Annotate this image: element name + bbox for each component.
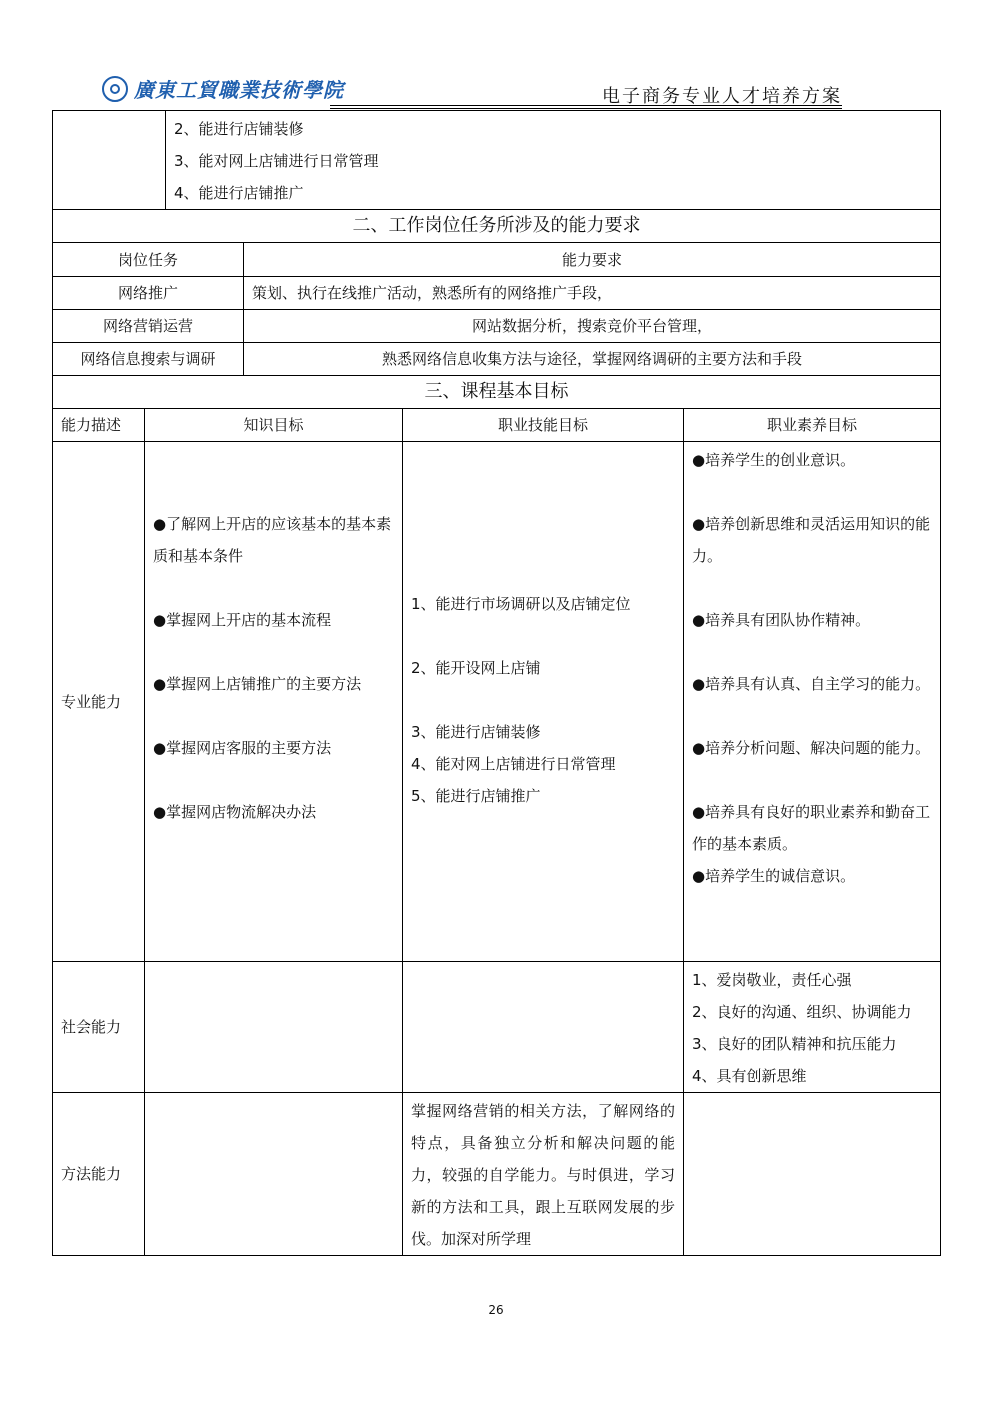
page-number: 26: [488, 1303, 504, 1317]
quality-item: 3、良好的团队精神和抗压能力: [692, 1035, 897, 1053]
continuation-row: [53, 111, 941, 210]
continuation-list-cell: [166, 111, 941, 210]
quality-item: ●培养具有认真、自主学习的能力。: [692, 675, 931, 693]
ability-label: 方法能力: [53, 1093, 145, 1256]
list-item: 3、能对网上店铺进行日常管理: [174, 152, 379, 170]
quality-item: ●培养具有团队协作精神。: [692, 611, 871, 629]
section3-header-row: [53, 409, 941, 442]
list-item: 2、能进行店铺装修: [174, 120, 304, 138]
skill-item: 2、能开设网上店铺: [411, 659, 541, 677]
school-name: 廣東工貿職業技術學院: [134, 78, 344, 102]
knowledge-item: ●掌握网店物流解决办法: [153, 803, 317, 821]
knowledge-item: ●掌握网上开店的基本流程: [153, 611, 332, 629]
professional-row: [53, 442, 941, 962]
list-item: 4、能进行店铺推广: [174, 184, 304, 202]
quality-item: ●培养具有良好的职业素养和勤奋工作的基本素质。: [692, 803, 931, 853]
quality-item: ●培养学生的诚信意识。: [692, 867, 856, 885]
col-header-ability: 能力描述: [53, 409, 145, 442]
requirement-cell: 熟悉网络信息收集方法与途径，掌握网络调研的主要方法和手段: [244, 343, 941, 376]
knowledge-item: ●掌握网上店铺推广的主要方法: [153, 675, 362, 693]
qualities-cell-empty: [684, 1093, 941, 1256]
section2-title: 二、工作岗位任务所涉及的能力要求: [53, 210, 941, 243]
section3-title: 三、课程基本目标: [53, 376, 941, 409]
task-cell: 网络推广: [53, 277, 244, 310]
skill-item: 4、能对网上店铺进行日常管理: [411, 755, 616, 773]
task-cell: 网络营销运营: [53, 310, 244, 343]
quality-item: 4、具有创新思维: [692, 1067, 807, 1085]
curriculum-table: [52, 110, 941, 1256]
skills-cell-empty: [403, 962, 684, 1093]
ability-label: 社会能力: [53, 962, 145, 1093]
skill-item: 5、能进行店铺推广: [411, 787, 541, 805]
quality-item: ●培养创新思维和灵活运用知识的能力。: [692, 515, 931, 565]
col-header-knowledge: 知识目标: [145, 409, 403, 442]
skills-cell: 掌握网络营销的相关方法，了解网络的特点，具备独立分析和解决问题的能力，较强的自学能力。与时俱进，学习新的方法和工具，跟上互联网发展的步伐。加深对所学理: [403, 1093, 684, 1256]
document-title: 电子商务专业人才培养方案: [602, 86, 842, 107]
knowledge-cell: [145, 442, 403, 962]
ability-label: 专业能力: [53, 442, 145, 962]
requirement-cell: 策划、执行在线推广活动，熟悉所有的网络推广手段，: [244, 277, 941, 310]
page-header: [102, 74, 842, 108]
section3-title-row: [53, 376, 941, 409]
col-header-task: 岗位任务: [53, 243, 244, 277]
table-row: [53, 277, 941, 310]
qualities-cell: [684, 442, 941, 962]
knowledge-cell-empty: [145, 1093, 403, 1256]
col-header-qualities: 职业素养目标: [684, 409, 941, 442]
task-cell: 网络信息搜索与调研: [53, 343, 244, 376]
quality-item: 2、良好的沟通、组织、协调能力: [692, 1003, 912, 1021]
table-row: [53, 343, 941, 376]
skills-cell: [403, 442, 684, 962]
school-seal-icon: [102, 76, 128, 102]
quality-item: ●培养学生的创业意识。: [692, 451, 856, 469]
skill-item: 1、能进行市场调研以及店铺定位: [411, 595, 631, 613]
section2-title-row: [53, 210, 941, 243]
col-header-requirement: 能力要求: [244, 243, 941, 277]
knowledge-item: ●掌握网店客服的主要方法: [153, 739, 332, 757]
skill-item: 3、能进行店铺装修: [411, 723, 541, 741]
col-header-skills: 职业技能目标: [403, 409, 684, 442]
school-logo: [102, 74, 344, 103]
social-row: [53, 962, 941, 1093]
qualities-cell: [684, 962, 941, 1093]
method-row: [53, 1093, 941, 1256]
table-row: [53, 310, 941, 343]
knowledge-cell-empty: [145, 962, 403, 1093]
quality-item: 1、爱岗敬业，责任心强: [692, 971, 852, 989]
requirement-cell: 网站数据分析，搜索竞价平台管理，: [244, 310, 941, 343]
continuation-blank-cell: [53, 111, 166, 210]
header-rule-2: [330, 108, 842, 109]
quality-item: ●培养分析问题、解决问题的能力。: [692, 739, 931, 757]
knowledge-item: ●了解网上开店的应该基本的基本素质和基本条件: [153, 515, 392, 565]
section2-header-row: [53, 243, 941, 277]
